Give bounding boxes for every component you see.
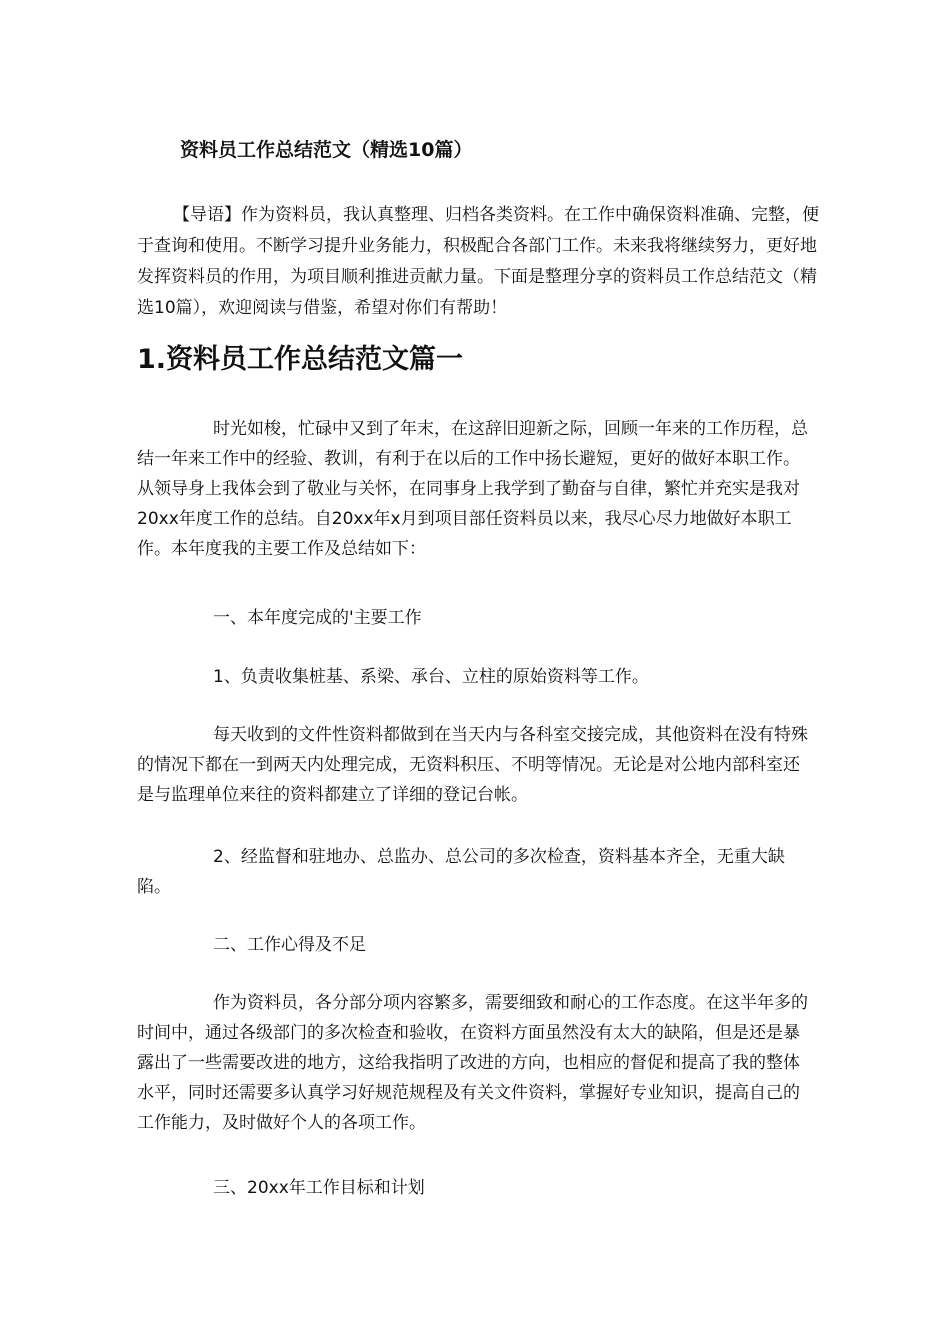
intro-paragraph: 【导语】作为资料员，我认真整理、归档各类资料。在工作中确保资料准确、完整，便于查询和使用。不断学习提升业务能力，积极配合各部门工作。未来我将继续努力，更好地发挥资料员的作用，为项目顺利推进贡献力量。下面是整理分享的资料员工作总结范文（精选10篇），欢迎阅读与借鉴，希望对你们有帮助！ — [137, 205, 819, 318]
body-paragraph-6: 二、工作心得及不足 — [213, 935, 366, 955]
body-paragraph-3: 1、负责收集桩基、系梁、承台、立柱的原始资料等工作。 — [213, 667, 649, 687]
document-title: 资料员工作总结范文（精选10篇） — [180, 139, 473, 161]
body-paragraph-5: 2、经监督和驻地办、总监办、总公司的多次检查，资料基本齐全，无重大缺陷。 — [137, 847, 785, 897]
section-heading: 1.资料员工作总结范文篇一 — [137, 344, 464, 375]
body-paragraph-1: 时光如梭，忙碌中又到了年末，在这辞旧迎新之际，回顾一年来的工作历程，总结一年来工作中的经验、教训，有利于在以后的工作中扬长避短，更好的做好本职工作。从领导身上我体会到了敬业与关怀，在同事身上我学到了勤奋与自律，繁忙并充实是我对20xx年度工作的总结。自20xx年x月到项目部任资料员以来，我尽心尽力地做好本职工作。本年度我的主要工作及总结如下： — [137, 419, 808, 559]
body-paragraph-8: 三、20xx年工作目标和计划 — [213, 1178, 425, 1198]
body-paragraph-2: 一、本年度完成的'主要工作 — [213, 608, 422, 628]
body-paragraph-7: 作为资料员，各分部分项内容繁多，需要细致和耐心的工作态度。在这半年多的时间中，通过各级部门的多次检查和验收，在资料方面虽然没有太大的缺陷，但是还是暴露出了一些需要改进的地方，这给我指明了改进的方向，也相应的督促和提高了我的整体水平，同时还需要多认真学习好规范规程及有关文件资料，掌握好专业知识，提高自己的工作能力，及时做好个人的各项工作。 — [137, 993, 808, 1133]
body-paragraph-4: 每天收到的文件性资料都做到在当天内与各科室交接完成，其他资料在没有特殊的情况下都在一到两天内处理完成，无资料积压、不明等情况。无论是对公地内部科室还是与监理单位来往的资料都建立了详细的登记台帐。 — [137, 725, 808, 805]
